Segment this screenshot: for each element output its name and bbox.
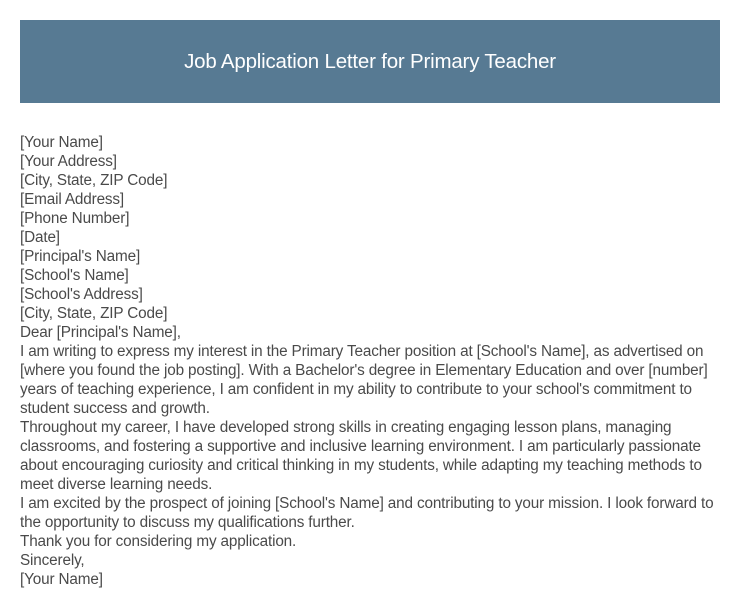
sender-email: [Email Address] xyxy=(20,191,125,208)
recipient-school: [School's Name] xyxy=(20,267,129,284)
sender-phone: [Phone Number] xyxy=(20,210,130,227)
recipient-city: [City, State, ZIP Code] xyxy=(20,305,168,322)
page-title: Job Application Letter for Primary Teacher xyxy=(184,49,556,73)
paragraph-intro: I am writing to express my interest in the Primary Teacher position at [School's Name], as advertised on [where you found the job posting]. With a Bachelor's degree in Elementary Education and over [number] years of teaching experience, I am confident in my ability to contribute to your school's commitment to student success and growth. xyxy=(20,343,708,417)
letter-body xyxy=(20,133,722,589)
paragraph-thanks: Thank you for considering my application. xyxy=(20,533,297,550)
recipient-address: [School's Address] xyxy=(20,286,143,303)
closing: Sincerely, xyxy=(20,552,85,569)
letter-date: [Date] xyxy=(20,229,60,246)
sender-name: [Your Name] xyxy=(20,134,103,151)
salutation: Dear [Principal's Name], xyxy=(20,324,181,341)
title-banner xyxy=(20,20,720,103)
recipient-name: [Principal's Name] xyxy=(20,248,141,265)
paragraph-skills: Throughout my career, I have developed strong skills in creating engaging lesson plans, managing classrooms, and fostering a supportive and inclusive learning environment. I am particularly passionate about encouraging curiosity and critical thinking in my students, while adapting my teaching methods to meet diverse learning needs. xyxy=(20,419,702,493)
sender-address: [Your Address] xyxy=(20,153,117,170)
paragraph-interest: I am excited by the prospect of joining [School's Name] and contributing to your mission. I look forward to the opportunity to discuss my qualifications further. xyxy=(20,495,714,531)
signature: [Your Name] xyxy=(20,571,103,588)
sender-city: [City, State, ZIP Code] xyxy=(20,172,168,189)
